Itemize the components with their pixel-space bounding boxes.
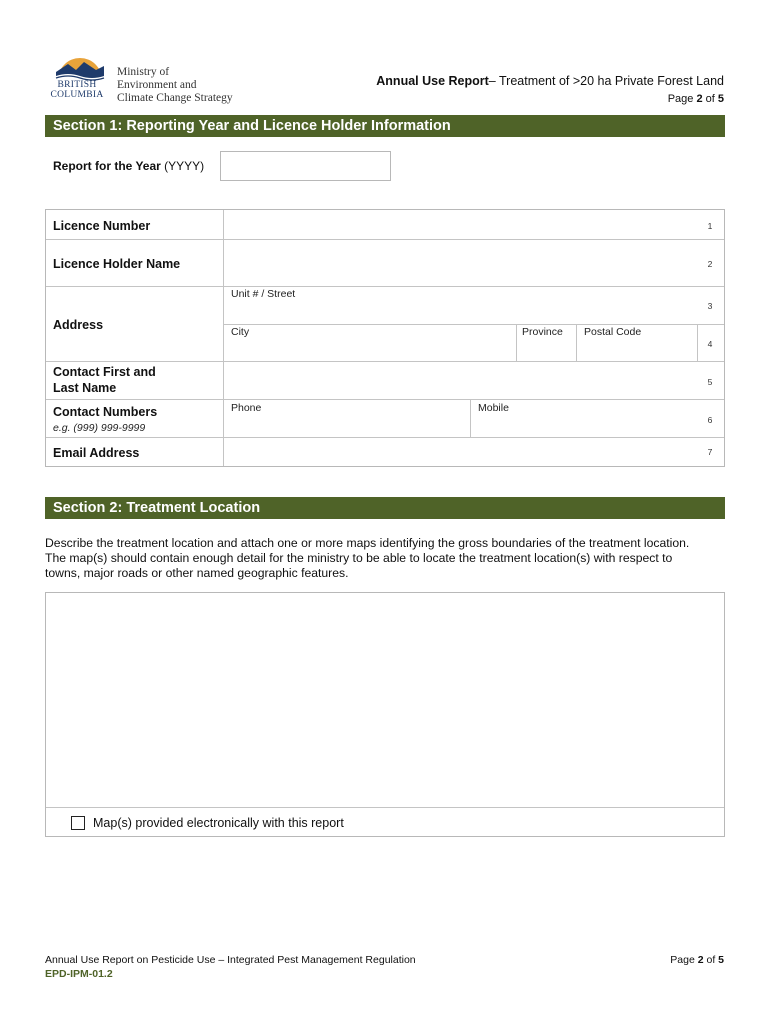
- licence-holder-table: [45, 209, 725, 467]
- footer-title: Annual Use Report on Pesticide Use – Integrated Pest Management Regulation: [45, 954, 416, 966]
- treatment-location-description: [45, 536, 735, 581]
- ministry-name: [117, 66, 233, 105]
- year-label-bold: Report for the Year: [53, 159, 161, 173]
- ministry-line: Ministry of: [117, 66, 170, 78]
- page-of: of: [702, 93, 718, 105]
- year-label: [53, 159, 204, 173]
- licence-holder-label: Licence Holder Name: [53, 257, 181, 271]
- email-label: Email Address: [53, 446, 140, 460]
- document-title-rest: – Treatment of >20 ha Private Forest Land: [488, 74, 724, 88]
- phone-field[interactable]: [224, 400, 470, 437]
- field-number: 4: [707, 339, 713, 349]
- contact-name-field[interactable]: [224, 362, 697, 399]
- phone-format-hint: e.g. (999) 999-9999: [53, 422, 146, 434]
- field-number: 5: [707, 377, 713, 387]
- contact-name-label: [53, 364, 156, 396]
- licence-number-label: Licence Number: [53, 219, 151, 233]
- field-number: 6: [707, 415, 713, 425]
- description-line: towns, major roads or other named geographic features.: [45, 566, 349, 580]
- wordmark-line: COLUMBIA: [50, 90, 104, 100]
- field-number: 1: [707, 221, 713, 231]
- ministry-line: Climate Change Strategy: [117, 92, 233, 104]
- page-of: of: [703, 954, 719, 966]
- form-code: EPD-IPM-01.2: [45, 968, 113, 980]
- page-current: 2: [696, 93, 703, 105]
- licence-number-field[interactable]: [224, 210, 697, 239]
- page-prefix: Page: [670, 954, 698, 966]
- maps-electronic-checkbox[interactable]: [71, 816, 85, 830]
- description-line: The map(s) should contain enough detail for the ministry to be able to locate the treatment location(s) with respect to: [45, 551, 673, 565]
- bc-wordmark: [49, 80, 105, 100]
- page-current: 2: [697, 954, 704, 966]
- contact-name-label-line: Last Name: [53, 381, 117, 395]
- contact-name-label-line: Contact First and: [53, 365, 156, 379]
- page-indicator-bottom: [670, 954, 724, 966]
- description-line: Describe the treatment location and attach one or more maps identifying the gross boundaries of the treatment location.: [45, 536, 690, 550]
- document-title-bold: Annual Use Report: [376, 74, 489, 88]
- contact-numbers-label: Contact Numbers: [53, 405, 158, 419]
- phone-label: Phone: [231, 402, 262, 414]
- treatment-location-textarea[interactable]: [46, 593, 724, 806]
- unit-street-label: Unit # / Street: [231, 288, 296, 300]
- page-total: 5: [717, 93, 724, 105]
- box-divider: [46, 807, 724, 808]
- section1-header: Section 1: Reporting Year and Licence Holder Information: [45, 115, 725, 137]
- postal-code-label: Postal Code: [584, 326, 642, 338]
- year-label-format: (YYYY): [160, 159, 205, 173]
- report-year-input[interactable]: [220, 151, 391, 181]
- city-field[interactable]: [224, 325, 516, 361]
- city-label: City: [231, 326, 250, 338]
- mobile-field[interactable]: [471, 400, 697, 437]
- postal-code-field[interactable]: [577, 325, 697, 361]
- address-label: Address: [53, 318, 104, 332]
- mobile-label: Mobile: [478, 402, 509, 414]
- page-prefix: Page: [667, 93, 697, 105]
- ministry-line: Environment and: [117, 79, 197, 91]
- field-number: 7: [707, 447, 713, 457]
- field-number: 3: [707, 301, 713, 311]
- field-number: 2: [707, 259, 713, 269]
- wordmark-line: BRITISH: [57, 80, 97, 90]
- email-field[interactable]: [224, 438, 697, 466]
- document-title: [376, 74, 724, 88]
- province-label: Province: [522, 326, 563, 338]
- sun-logo-icon: [50, 52, 110, 82]
- section2-header: Section 2: Treatment Location: [45, 497, 725, 519]
- page-indicator-top: [668, 93, 724, 105]
- maps-electronic-label: Map(s) provided electronically with this report: [93, 816, 344, 830]
- street-field[interactable]: [224, 287, 697, 324]
- page-total: 5: [718, 954, 724, 966]
- licence-holder-field[interactable]: [224, 240, 697, 286]
- province-field[interactable]: [517, 325, 576, 361]
